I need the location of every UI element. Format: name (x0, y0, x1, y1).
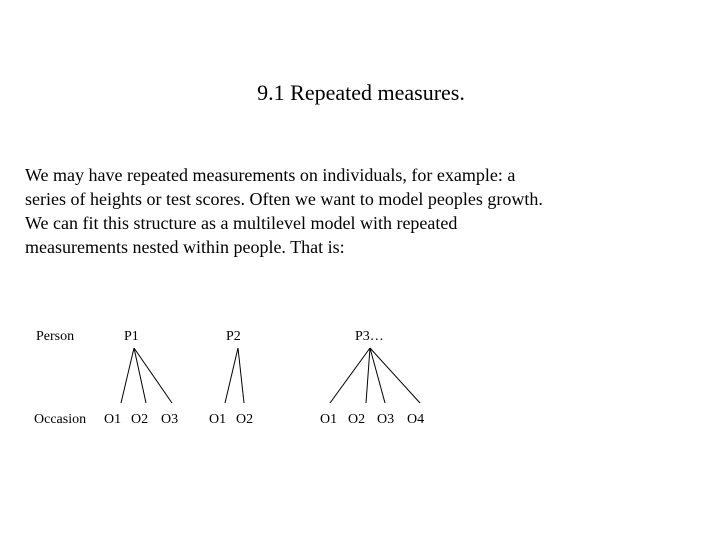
level-label-occasion: Occasion (34, 412, 87, 427)
node-person-1: P1 (124, 329, 139, 344)
body-line-2: series of heights or test scores. Often we want to model peoples growth. (25, 189, 543, 209)
edge-p3-o2 (366, 348, 370, 403)
node-occasion-p1-o3: O3 (161, 412, 179, 427)
body-line-1: We may have repeated measurements on individuals, for example: a (25, 165, 516, 185)
node-occasion-p1-o1: O1 (104, 412, 122, 427)
level-label-person: Person (36, 329, 75, 344)
edge-p1-o1 (121, 348, 134, 403)
node-occasion-p2-o2: O2 (236, 412, 254, 427)
slide-title-text: 9.1 Repeated measures. (257, 80, 465, 105)
node-person-2: P2 (226, 329, 241, 344)
body-line-4: measurements nested within people. That is: (25, 237, 345, 257)
body-line-3: We can fit this structure as a multilevel model with repeated (25, 213, 458, 233)
node-occasion-p2-o1: O1 (209, 412, 227, 427)
node-occasion-p3-o2: O2 (348, 412, 366, 427)
node-person-3: P3… (355, 329, 384, 344)
node-occasion-p1-o2: O2 (131, 412, 149, 427)
edge-p3-o1 (330, 348, 370, 403)
node-occasion-p3-o1: O1 (320, 412, 338, 427)
edge-p2-o2 (238, 348, 244, 403)
node-occasion-p3-o4: O4 (407, 412, 425, 427)
edge-p2-o1 (225, 348, 238, 403)
node-occasion-p3-o3: O3 (377, 412, 395, 427)
